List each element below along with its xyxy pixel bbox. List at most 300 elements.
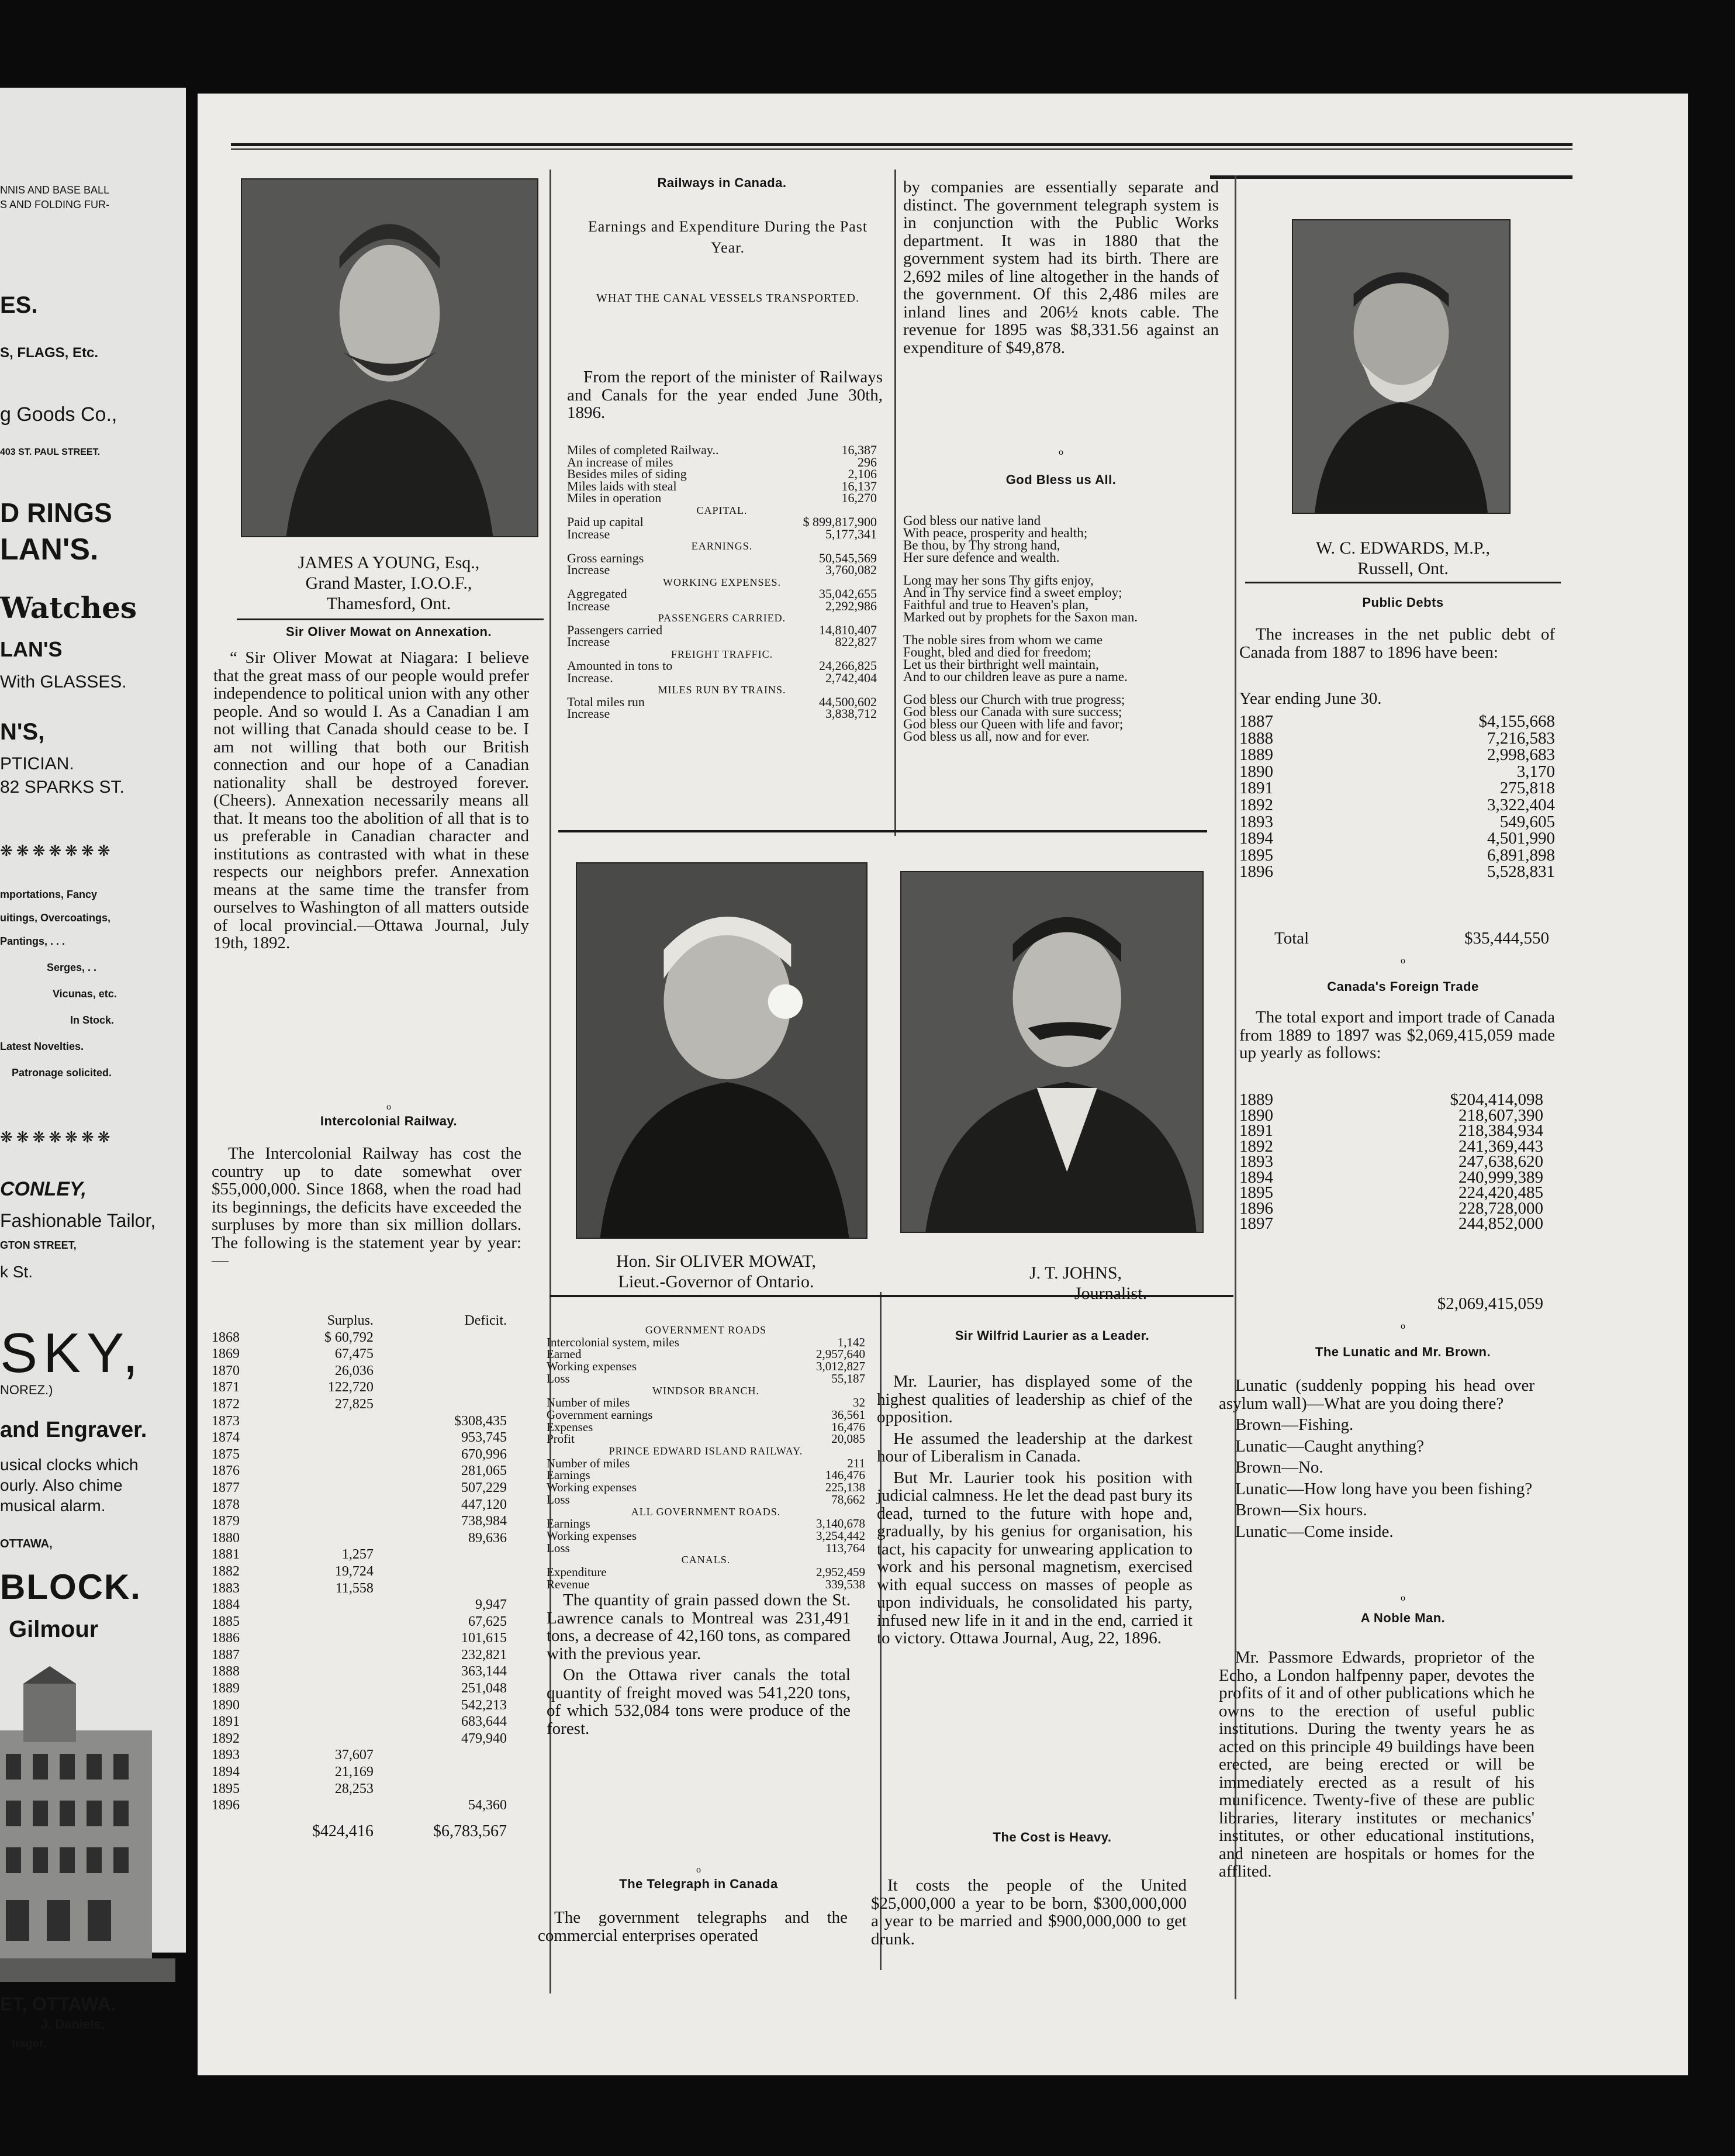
caption-young-2: Grand Master, I.O.O.F., [305, 573, 472, 593]
cell-value: 3,322,404 [1487, 795, 1555, 814]
cell-label: Miles of completed Railway.. [567, 443, 719, 457]
table-row [212, 1747, 507, 1764]
cell-deficit [374, 1747, 507, 1764]
table-row [547, 1397, 865, 1409]
table-row [212, 1413, 507, 1430]
separator: o [696, 1865, 701, 1875]
top-rule-right [1210, 175, 1572, 179]
cell-year: 1884 [212, 1597, 240, 1613]
cell-value: 218,607,390 [1458, 1105, 1543, 1125]
public-debts-intro-text: The increases in the net public debt of Canada from 1887 to 1896 have been: [1239, 625, 1555, 662]
railways-table [567, 444, 877, 720]
table-row [547, 1336, 865, 1349]
table-row [212, 1680, 507, 1697]
subheading-label: FREIGHT TRAFFIC. [671, 648, 773, 660]
cell-deficit: 363,144 [461, 1664, 507, 1680]
cell-value: 247,638,620 [1458, 1152, 1543, 1171]
table-row [212, 1781, 507, 1798]
cell-year: 1889 [212, 1681, 240, 1697]
cell-label: 1897 [1239, 1214, 1273, 1233]
table-subheading [547, 1506, 865, 1518]
railways-subheading: Earnings and Expenditure During the Past Year. [587, 218, 868, 256]
poem-line: Marked out by prophets for the Saxon man. [903, 610, 1138, 624]
subheading-label: WORKING EXPENSES. [662, 576, 781, 588]
cell-value: 5,177,341 [825, 526, 877, 541]
caption-mowat-2: Lieut.-Governor of Ontario. [618, 1272, 814, 1291]
table-row [1239, 730, 1555, 747]
cell-value: 2,957,640 [816, 1347, 865, 1362]
poem-line: Her sure defence and wealth. [903, 550, 1060, 565]
railways-subheading-2: WHAT THE CANAL VESSELS TRANSPORTED. [596, 292, 859, 305]
cell-value: 3,140,678 [816, 1516, 865, 1531]
poem-line: God bless our Queen with life and favor; [903, 717, 1124, 731]
cell-year: 1870 [212, 1363, 240, 1378]
ad-line: Patronage solicited. [12, 1067, 112, 1079]
table-row [1239, 1154, 1543, 1170]
cell-surplus [262, 1463, 374, 1480]
cell-label: Increase [567, 526, 610, 541]
portrait-jt-johns [900, 871, 1204, 1233]
cell-value: 16,270 [841, 490, 877, 505]
separator: o [1401, 956, 1405, 966]
canal-freight-article [547, 1591, 851, 1741]
table-row [212, 1379, 507, 1396]
cell-year: 1888 [212, 1664, 240, 1680]
table-row [212, 1546, 507, 1563]
poem-line: And in Thy service find a sweet employ; [903, 585, 1122, 600]
cell-surplus [262, 1429, 374, 1446]
portrait-james-young [241, 178, 538, 537]
poem-line: Faithful and true to Heaven's plan, [903, 597, 1089, 612]
table-row [567, 624, 877, 637]
rule [1245, 582, 1561, 583]
ad-line: ET, OTTAWA. [0, 1993, 116, 2015]
table-row [212, 1463, 507, 1480]
table-subheading [547, 1445, 865, 1457]
cell-deficit: 447,120 [461, 1497, 507, 1512]
poem-stanza [903, 574, 1219, 623]
table-row [212, 1764, 507, 1781]
cell-value: 55,187 [831, 1371, 865, 1385]
cell-deficit: 54,360 [468, 1798, 507, 1813]
table-row [212, 1663, 507, 1680]
cell-value: 241,369,443 [1458, 1136, 1543, 1156]
cell-value: 2,742,404 [825, 670, 877, 685]
cell-year: 1891 [212, 1714, 240, 1730]
year-ending-label: Year ending June 30. [1239, 689, 1382, 708]
foreign-trade-intro-text: The total export and import trade of Canada from 1889 to 1897 was $2,069,415,059 made up yearly as follows: [1239, 1008, 1555, 1062]
cell-surplus: 1,257 [341, 1547, 374, 1563]
table-row [1239, 713, 1555, 730]
cell-surplus [262, 1613, 374, 1630]
laurier-p2: He assumed the leadership at the darkest hour of Liberalism in Canada. [877, 1429, 1193, 1466]
cell-label: Working expenses [547, 1528, 637, 1543]
rule [237, 619, 544, 620]
cell-surplus: 67,475 [334, 1346, 374, 1362]
cell-label: Loss [547, 1540, 570, 1555]
ad-line: SKY, [0, 1322, 144, 1384]
cell-deficit: 232,821 [461, 1647, 507, 1663]
cell-value: 339,538 [825, 1577, 865, 1591]
cell-value: 36,561 [831, 1407, 865, 1422]
cell-label: Working expenses [547, 1359, 637, 1374]
cell-label: 1891 [1239, 1121, 1273, 1140]
cell-value: 4,501,990 [1487, 829, 1555, 848]
ad-line: Watches [0, 590, 137, 625]
cell-deficit: 89,636 [468, 1530, 507, 1546]
ad-line: In Stock. [70, 1014, 115, 1026]
cell-deficit: 953,745 [461, 1430, 507, 1446]
cell-value: 32 [853, 1395, 865, 1410]
cell-deficit: 479,940 [461, 1730, 507, 1746]
cell-value: 296 [858, 454, 877, 469]
table-row [1239, 763, 1555, 780]
cell-value: 218,384,934 [1458, 1121, 1543, 1140]
ad-line: ES. [0, 292, 38, 318]
caption-young-3: Thamesford, Ont. [326, 594, 451, 613]
cell-surplus: 27,825 [334, 1396, 374, 1412]
cell-deficit [374, 1329, 507, 1346]
foreign-trade-total: $2,069,415,059 [1437, 1294, 1543, 1313]
cell-deficit: 251,048 [461, 1681, 507, 1697]
cell-year: 1875 [212, 1446, 240, 1462]
cell-label: Loss [547, 1492, 570, 1507]
cell-label: Passengers carried [567, 622, 663, 637]
cell-label: 1889 [1239, 1090, 1273, 1109]
separator: o [1059, 447, 1063, 457]
table-row [567, 708, 877, 720]
cell-label: Increase. [567, 670, 613, 685]
subheading-label: PRINCE EDWARD ISLAND RAILWAY. [609, 1445, 803, 1457]
cell-year: 1895 [212, 1781, 240, 1796]
cost-heavy-body: It costs the people of the United $25,000,000 a year to be born, $300,000,000 a year to be married and $900,000,000 to get drunk. [871, 1876, 1187, 1948]
cell-value: 225,138 [825, 1480, 865, 1495]
caption-mowat-1: Hon. Sir OLIVER MOWAT, [616, 1252, 816, 1271]
telegraph-body: The government telegraphs and the commercial enterprises operated [538, 1908, 848, 1945]
table-row [547, 1542, 865, 1554]
top-rule-thin [231, 148, 1572, 150]
ad-line: and Engraver. [0, 1418, 147, 1442]
cell-label: Increase [567, 562, 610, 577]
cell-value: $ 899,817,900 [803, 514, 877, 529]
cell-year: 1887 [212, 1647, 240, 1663]
cell-label: 1895 [1239, 1183, 1273, 1202]
table-row [547, 1373, 865, 1385]
cell-year: 1877 [212, 1480, 240, 1495]
table-row [212, 1580, 507, 1597]
cell-value: 7,216,583 [1487, 728, 1555, 748]
ad-line: mportations, Fancy [0, 889, 98, 900]
poem-line: Be thou, by Thy strong hand, [903, 538, 1060, 552]
telegraph-continued-body: by companies are essentially separate and distinct. The government telegraph system is in conjunction with the Public Works department. It was in 1880 that the government system had its birth. There are 2,692 miles of line altogether in the hands of the government. Of this 2,486 miles are inland lines and 206½ knots cable. The revenue for 1895 was $8,331.56 against an expenditure of $49,878. [903, 178, 1219, 357]
cell-surplus [262, 1413, 374, 1430]
heading-railways: Railways in Canada. [657, 175, 787, 190]
cell-surplus [262, 1513, 374, 1530]
cell-deficit: 542,213 [461, 1697, 507, 1713]
left-page-ads [0, 88, 186, 2050]
cell-value: 16,387 [841, 443, 877, 457]
cell-value: 44,500,602 [819, 694, 877, 709]
cell-surplus [262, 1630, 374, 1647]
cell-year: 1872 [212, 1396, 240, 1412]
cell-value: 3,012,827 [816, 1359, 865, 1374]
canal-freight-body: The quantity of grain passed down the St. Lawrence canals to Montreal was 231,491 tons, a decrease of 42,160 tons, as compared with the previous year. [547, 1591, 851, 1663]
cell-label: 1896 [1239, 862, 1273, 882]
ad-line: musical alarm. [0, 1497, 106, 1515]
intercolonial-table [212, 1312, 507, 1840]
cell-deficit [374, 1781, 507, 1798]
article-annexation [213, 649, 529, 956]
cell-value: 14,810,407 [819, 622, 877, 637]
table-row [212, 1497, 507, 1514]
cell-deficit [374, 1346, 507, 1363]
lunatic-line: Brown—Six hours. [1235, 1501, 1367, 1519]
cell-surplus: 11,558 [335, 1580, 374, 1596]
table-row [1239, 797, 1555, 814]
cell-deficit: 101,615 [461, 1630, 507, 1646]
article-intercolonial-body: The Intercolonial Railway has cost the country up to date somewhat over $55,000,000. Since 1868, when the road had its beginnings, the deficits have exceeded the surpluses by more than six million dollars. The following is the statement year by year:— [212, 1144, 521, 1270]
cell-deficit: 683,644 [461, 1714, 507, 1730]
cell-deficit: 67,625 [468, 1613, 507, 1629]
telegraph-continued [903, 178, 1219, 360]
table-row [547, 1530, 865, 1542]
cell-label: Aggregated [567, 586, 627, 601]
cell-year: 1876 [212, 1463, 240, 1479]
ad-line: usical clocks which [0, 1456, 139, 1474]
cell-value: 3,838,712 [825, 706, 877, 721]
table-row [212, 1346, 507, 1363]
cell-value: 3,254,442 [816, 1528, 865, 1543]
subheading-label: PASSENGERS CARRIED. [658, 612, 786, 624]
table-row [212, 1429, 507, 1446]
poem-stanza [903, 634, 1219, 683]
public-debts-total [1274, 930, 1549, 948]
cell-label: 1892 [1239, 1136, 1273, 1156]
cell-year: 1892 [212, 1730, 240, 1746]
table-row [212, 1597, 507, 1613]
table-row [1239, 1123, 1543, 1139]
cell-label: Number of miles [547, 1395, 630, 1410]
section-rule [558, 830, 1207, 832]
table-row [1239, 1185, 1543, 1201]
cell-deficit: $308,435 [454, 1413, 507, 1429]
table-row [567, 564, 877, 576]
cell-surplus [262, 1647, 374, 1664]
ad-line: D RINGS [0, 497, 112, 528]
cell-surplus [262, 1480, 374, 1497]
cell-value: 113,764 [825, 1540, 865, 1555]
heading-telegraph: The Telegraph in Canada [619, 1877, 778, 1891]
cell-surplus: 28,253 [334, 1781, 374, 1796]
poem-stanza [903, 693, 1219, 742]
cell-label: 1890 [1239, 1105, 1273, 1125]
caption-johns-2: Journalist. [1074, 1284, 1148, 1303]
ad-line: k St. [0, 1263, 33, 1281]
public-debts-table [1239, 713, 1555, 880]
cell-value: 2,998,683 [1487, 745, 1555, 765]
public-debts-intro [1239, 626, 1555, 665]
laurier-p3: But Mr. Laurier took his position with judicial calmness. He let the dead past bury its dead, turned to the future with hope and, gradually, by his genius for organisation, his tact, his capacity for unwearing application to work and his personal magnetism, exercised with equal success on masses of people as upon individuals, he consolidated his party, infused new life in it and in the end, carried it to victory. Ottawa Journal, Aug, 22, 1896. [877, 1468, 1193, 1647]
table-row [212, 1647, 507, 1664]
cell-year: 1868 [212, 1329, 240, 1345]
cell-surplus: 26,036 [334, 1363, 374, 1378]
subheading-label: ALL GOVERNMENT ROADS. [631, 1505, 781, 1518]
cell-year: 1880 [212, 1530, 240, 1546]
table-row [1239, 1216, 1543, 1232]
table-row [547, 1360, 865, 1373]
cell-label: 1890 [1239, 762, 1273, 781]
poem-line: God bless us all, now and for ever. [903, 729, 1090, 744]
cell-value: 146,476 [825, 1468, 865, 1483]
separator: o [386, 1102, 391, 1112]
cell-year: 1882 [212, 1563, 240, 1579]
cell-surplus: 19,724 [334, 1563, 374, 1579]
cell-value: 240,999,389 [1458, 1167, 1543, 1187]
table-row [547, 1409, 865, 1421]
cell-deficit: 670,996 [461, 1446, 507, 1462]
heading-lunatic: The Lunatic and Mr. Brown. [1315, 1345, 1491, 1359]
table-row [212, 1363, 507, 1380]
table-row [1239, 863, 1555, 880]
cell-label: Working expenses [547, 1480, 637, 1495]
cell-label: Gross earnings [567, 550, 644, 565]
table-row [1239, 830, 1555, 847]
poem-line: Let us their birthright well maintain, [903, 657, 1099, 672]
cell-value: 549,605 [1499, 812, 1555, 831]
lunatic-line: Brown—No. [1235, 1458, 1323, 1477]
lunatic-line: Lunatic (suddenly popping his head over asylum wall)—What are you doing there? [1219, 1376, 1534, 1413]
heading-intercolonial: Intercolonial Railway. [320, 1114, 458, 1128]
cell-deficit: 738,984 [461, 1514, 507, 1529]
cell-value: 5,528,831 [1487, 862, 1555, 882]
cell-value: 6,891,898 [1487, 845, 1555, 865]
poem-line: God bless our native land [903, 513, 1041, 528]
ad-line: Pantings, . . . [0, 935, 65, 947]
subheading-label: CAPITAL. [696, 504, 748, 516]
poem-line: Fought, bled and died for freedom; [903, 645, 1091, 659]
total-surplus: $424,416 [312, 1822, 374, 1840]
railways-intro-text: From the report of the minister of Railways and Canals for the year ended June 30th, 1896. [567, 368, 883, 422]
cell-value: 16,137 [841, 478, 877, 493]
cell-year: 1874 [212, 1430, 240, 1446]
caption-young-1: JAMES A YOUNG, Esq., [298, 553, 480, 572]
cell-label: Miles in operation [567, 490, 662, 505]
cell-value: 78,662 [831, 1492, 865, 1507]
cell-year: 1879 [212, 1514, 240, 1529]
cell-label: Intercolonial system, miles [547, 1335, 679, 1349]
poem-line: Long may her sons Thy gifts enjoy, [903, 573, 1094, 588]
caption-johns-1: J. T. JOHNS, [1029, 1263, 1122, 1283]
cell-label: Expenses [547, 1419, 593, 1434]
building-illustration [0, 1666, 175, 1982]
poem-line: And to our children leave as pure a name. [903, 669, 1128, 684]
cell-surplus: 37,607 [334, 1747, 374, 1763]
table-row [212, 1730, 507, 1747]
total-deficit: $6,783,567 [433, 1822, 507, 1840]
ornament-divider: ❋❋❋❋❋❋❋ [0, 1128, 114, 1146]
table-row [212, 1630, 507, 1647]
cell-value: 228,728,000 [1458, 1198, 1543, 1218]
cell-label: Increase [567, 706, 610, 721]
cell-label: 1893 [1239, 1152, 1273, 1171]
cell-surplus [262, 1797, 374, 1814]
heading-laurier: Sir Wilfrid Laurier as a Leader. [955, 1328, 1150, 1343]
cell-surplus [262, 1597, 374, 1613]
table-row [547, 1566, 865, 1578]
table-row [212, 1513, 507, 1530]
poem-line: With peace, prosperity and health; [903, 526, 1088, 540]
table-row [567, 492, 877, 505]
cell-value: 2,952,459 [816, 1565, 865, 1580]
cell-surplus [262, 1680, 374, 1697]
heading-god-bless: God Bless us All. [1005, 472, 1117, 487]
cell-label: Revenue [547, 1577, 590, 1591]
cell-surplus [262, 1446, 374, 1463]
cell-value: 50,545,569 [819, 550, 877, 565]
cell-surplus: 21,169 [334, 1764, 374, 1780]
cell-value: 16,476 [831, 1419, 865, 1434]
cell-label: 1893 [1239, 812, 1273, 831]
poem-line: God bless our Canada with sure success; [903, 704, 1122, 719]
article-intercolonial [212, 1145, 521, 1273]
cell-surplus [262, 1713, 374, 1730]
railways-intro [567, 368, 883, 426]
cell-label: 1887 [1239, 712, 1273, 731]
subheading-label: GOVERNMENT ROADS [645, 1324, 767, 1336]
ad-line: LAN'S [0, 637, 63, 661]
total-value: $35,444,550 [1464, 929, 1549, 948]
cell-value: 211 [847, 1456, 865, 1470]
cell-deficit [374, 1379, 507, 1396]
cell-year: 1885 [212, 1613, 240, 1629]
ad-line: CONLEY, [0, 1178, 87, 1200]
table-row [567, 600, 877, 613]
table-row [547, 1348, 865, 1360]
lunatic-line: Lunatic—Caught anything? [1235, 1436, 1424, 1456]
cell-value: $4,155,668 [1478, 712, 1555, 731]
cell-label: 1891 [1239, 779, 1273, 798]
table-row [212, 1563, 507, 1580]
ad-line: S AND FOLDING FUR- [0, 199, 110, 210]
lunatic-line: Lunatic—How long have you been fishing? [1235, 1479, 1533, 1498]
caption-edwards-1: W. C. EDWARDS, M.P., [1315, 538, 1491, 558]
table-row [547, 1421, 865, 1433]
article-cost-heavy [871, 1877, 1187, 1951]
cell-label: Total miles run [567, 694, 645, 709]
table-row [1239, 814, 1555, 831]
cell-label: Besides miles of siding [567, 467, 687, 481]
table-row [567, 528, 877, 541]
cell-deficit [374, 1764, 507, 1781]
cell-label: Loss [547, 1371, 570, 1385]
ad-line: GTON STREET, [0, 1239, 77, 1251]
article-annexation-body: “ Sir Oliver Mowat at Niagara: I believe that the great mass of our people would prefer independence to political union with any other people. And so would I. As a Canadian I am not willing that Canada should cease to be. I am not willing that both our British connection and our hope of a Canadian nationality shall be destroyed forever. (Cheers). Annexation necessarily means all that. It means too the abolition of all that is to us preferable in Canadian character and institutions as contrasted with what in these respects our neighbors prefer. Annexation means at the same time the transfer from ourselves to Washington of all matters outside of local provincial.—Ottawa Journal, July 19th, 1892. [213, 648, 529, 952]
noble-man-body: Mr. Passmore Edwards, proprietor of the Echo, a London halfpenny paper, devotes the profits of it and of other publications which he owns to the erection of useful public institutions. During the twenty years he as acted on this principle 49 buildings have been erected, are being erected or will be immediately erected as a result of his munificence. Twenty-five of these are public libraries, literary institutes or mechanics' institutes, or other educational institutions, and nineteen are hospitals or homes for the afflited. [1219, 1648, 1534, 1881]
table-row [567, 636, 877, 648]
table-row [212, 1797, 507, 1814]
table-row [1239, 780, 1555, 797]
ornament-divider: ❋❋❋❋❋❋❋ [0, 842, 114, 859]
col-surplus: Surplus. [327, 1313, 374, 1328]
table-row [212, 1396, 507, 1413]
article-lunatic [1219, 1377, 1534, 1544]
cell-surplus [262, 1530, 374, 1547]
lunatic-line: Lunatic—Come inside. [1235, 1522, 1394, 1541]
heading-cost-heavy: The Cost is Heavy. [993, 1830, 1112, 1844]
cell-label: 1889 [1239, 745, 1273, 765]
cell-label: Miles laids with steal [567, 478, 677, 493]
table-row [547, 1518, 865, 1530]
